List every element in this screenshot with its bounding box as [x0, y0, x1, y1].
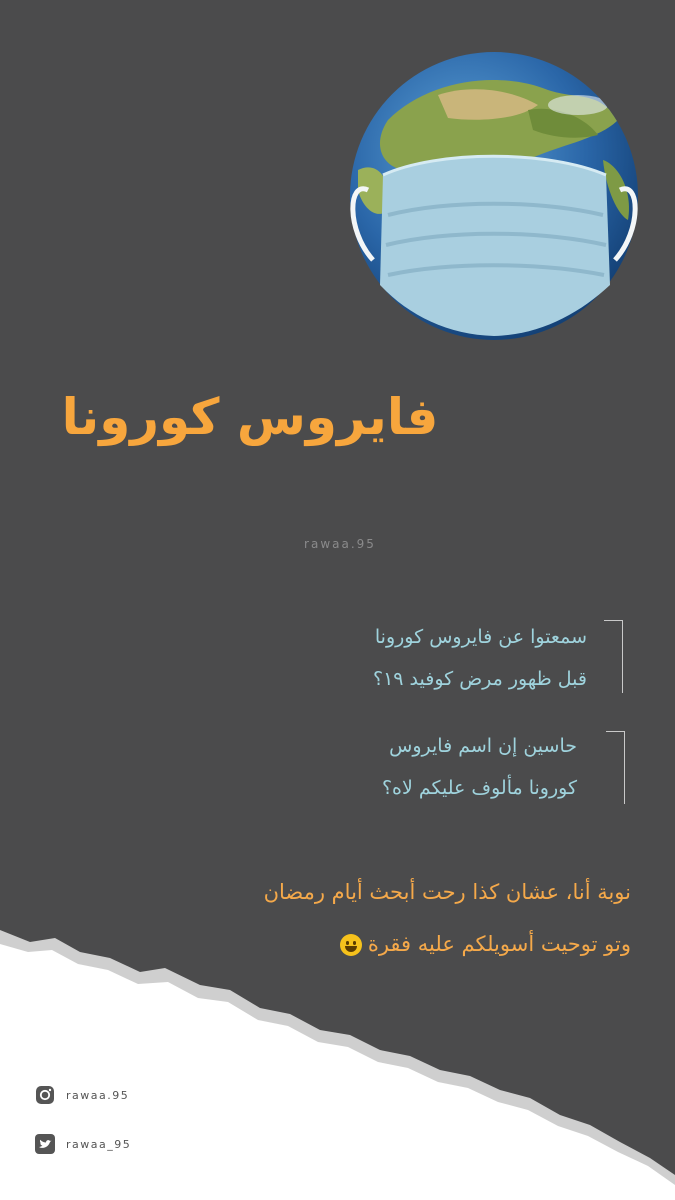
- quote-2-line-2: كورونا مألوف عليكم لاه؟: [381, 777, 577, 799]
- torn-paper-decoration: [0, 930, 675, 1200]
- page-title: فايروس كورونا: [61, 388, 439, 446]
- quote-1-line-2: قبل ظهور مرض كوفيد ١٩؟: [372, 668, 587, 690]
- quote-block-1: [373, 616, 587, 700]
- globe-with-mask-image: [348, 50, 640, 342]
- instagram-handle: rawaa.95: [66, 1088, 130, 1102]
- quote-2-line-1: حاسين إن اسم فايروس: [389, 735, 577, 757]
- intro-line-2: وتو توحيت أسويلكم عليه فقرة: [367, 932, 631, 956]
- twitter-handle: rawaa_95: [66, 1137, 132, 1151]
- quote-block-2: [382, 725, 577, 809]
- twitter-row[interactable]: [34, 1133, 131, 1155]
- twitter-icon: [34, 1133, 56, 1155]
- quote-bracket: [604, 620, 623, 693]
- instagram-icon: [34, 1084, 56, 1106]
- author-handle: rawaa.95: [304, 537, 376, 551]
- quote-1-line-1: سمعتوا عن فايروس كورونا: [374, 626, 587, 648]
- instagram-row[interactable]: [34, 1084, 129, 1106]
- intro-line-1: نوبة أنا، عشان كذا رحت أبحث أيام رمضان: [263, 880, 631, 904]
- quote-bracket: [606, 731, 625, 804]
